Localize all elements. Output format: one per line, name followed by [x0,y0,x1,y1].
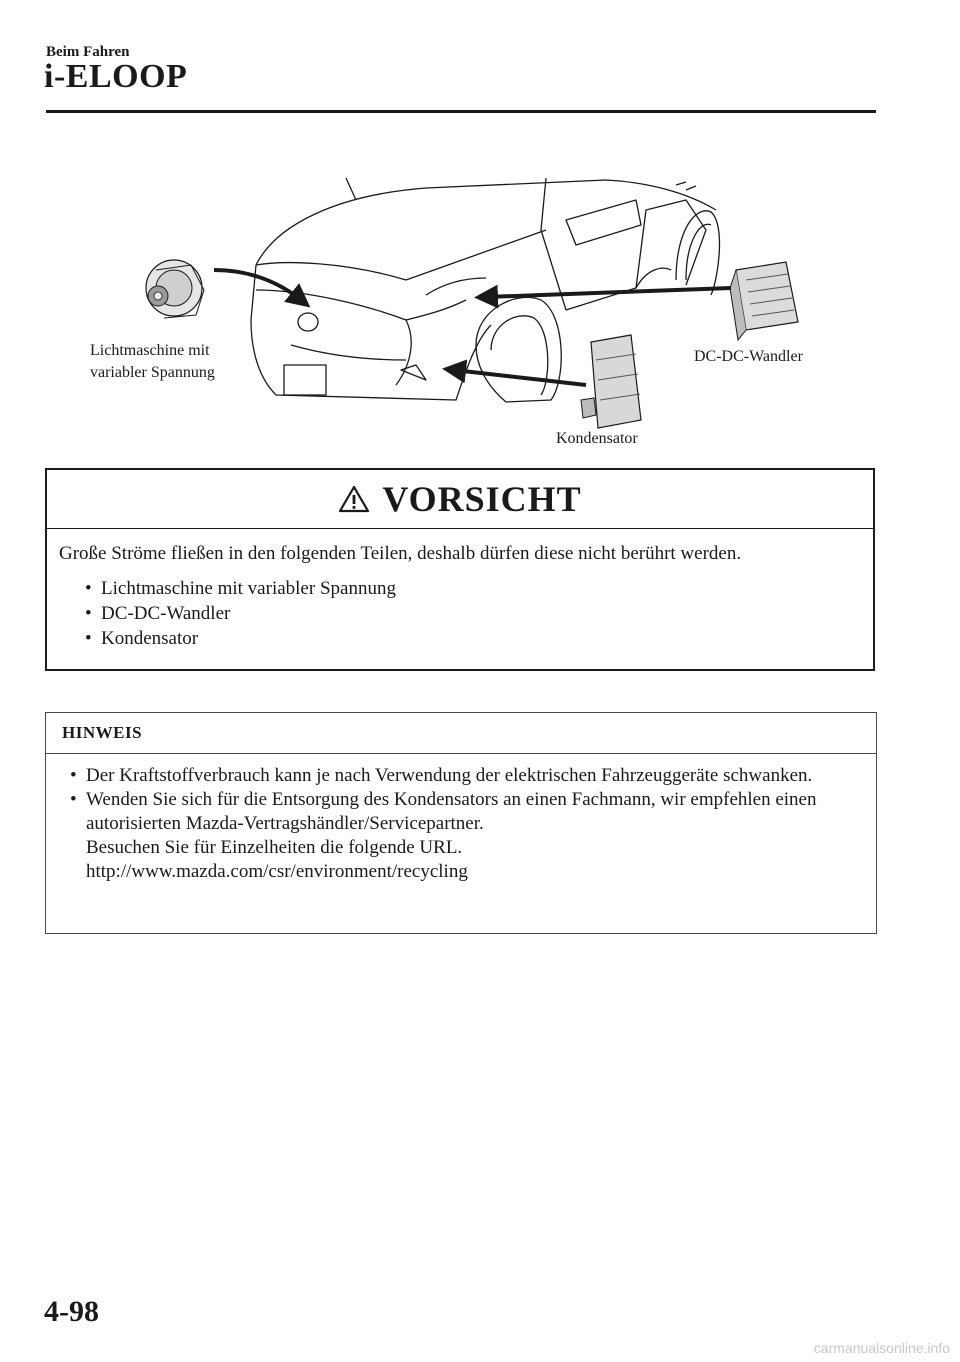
caution-item [59,576,859,601]
note-item-text: Wenden Sie sich für die Entsorgung des Kondensators an einen Fachmann, wir empfehlen einen autorisierten Mazda-Vertragshändler/Servicepartner. [86,789,817,834]
bullet-marker: • [85,603,92,624]
dcdc-label: DC-DC-Wandler [694,348,803,365]
note-item-text: Der Kraftstoffverbrauch kann je nach Verwendung der elektrischen Fahrzeuggeräte schwanken. [86,765,813,786]
caution-box [45,468,875,671]
capacitor-arrow [454,370,586,385]
caution-header [47,470,873,529]
header-rule [46,110,876,113]
bullet-marker: • [85,578,92,599]
note-title: HINWEIS [46,713,876,754]
watermark: carmanualsonline.info [813,1340,950,1356]
chapter-title: i-ELOOP [44,58,188,95]
callout-arrows [214,270,731,385]
capacitor-label: Kondensator [556,430,638,447]
caution-item-text: DC-DC-Wandler [101,603,231,624]
bullet-marker: • [70,765,77,786]
alternator-image [146,260,204,318]
caution-item [59,601,859,626]
caution-body [47,529,873,651]
capacitor-image [581,335,641,428]
alternator-label-line2: variabler Spannung [90,364,215,381]
bullet-marker: • [70,789,77,810]
caution-title: VORSICHT [382,479,582,519]
note-item [46,764,862,788]
alternator-label-line1: Lichtmaschine mit [90,342,210,359]
section-label: Beim Fahren [46,44,130,60]
caution-item [59,626,859,651]
bullet-marker: • [85,628,92,649]
caution-item-text: Kondensator [101,628,199,649]
note-box [45,712,877,934]
page-number: 4-98 [44,1295,99,1328]
caution-item-text: Lichtmaschine mit variabler Spannung [101,578,396,599]
caution-intro: Große Ströme fließen in den folgenden Teilen, deshalb dürfen diese nicht berührt werden. [59,543,742,564]
dcdc-arrow [486,288,731,297]
caution-list [59,576,859,651]
recycling-url: http://www.mazda.com/csr/environment/recycling [86,861,468,882]
car-illustration [46,170,876,460]
dcdc-converter-image [730,262,798,340]
note-list [46,764,862,884]
warning-triangle-icon [338,484,370,514]
component-location-figure [46,170,876,460]
note-item [46,788,862,884]
note-body [46,754,876,884]
note-item-text: Besuchen Sie für Einzelheiten die folgende URL. [86,837,463,858]
alternator-arrow [214,270,301,300]
alternator-label [90,340,215,384]
